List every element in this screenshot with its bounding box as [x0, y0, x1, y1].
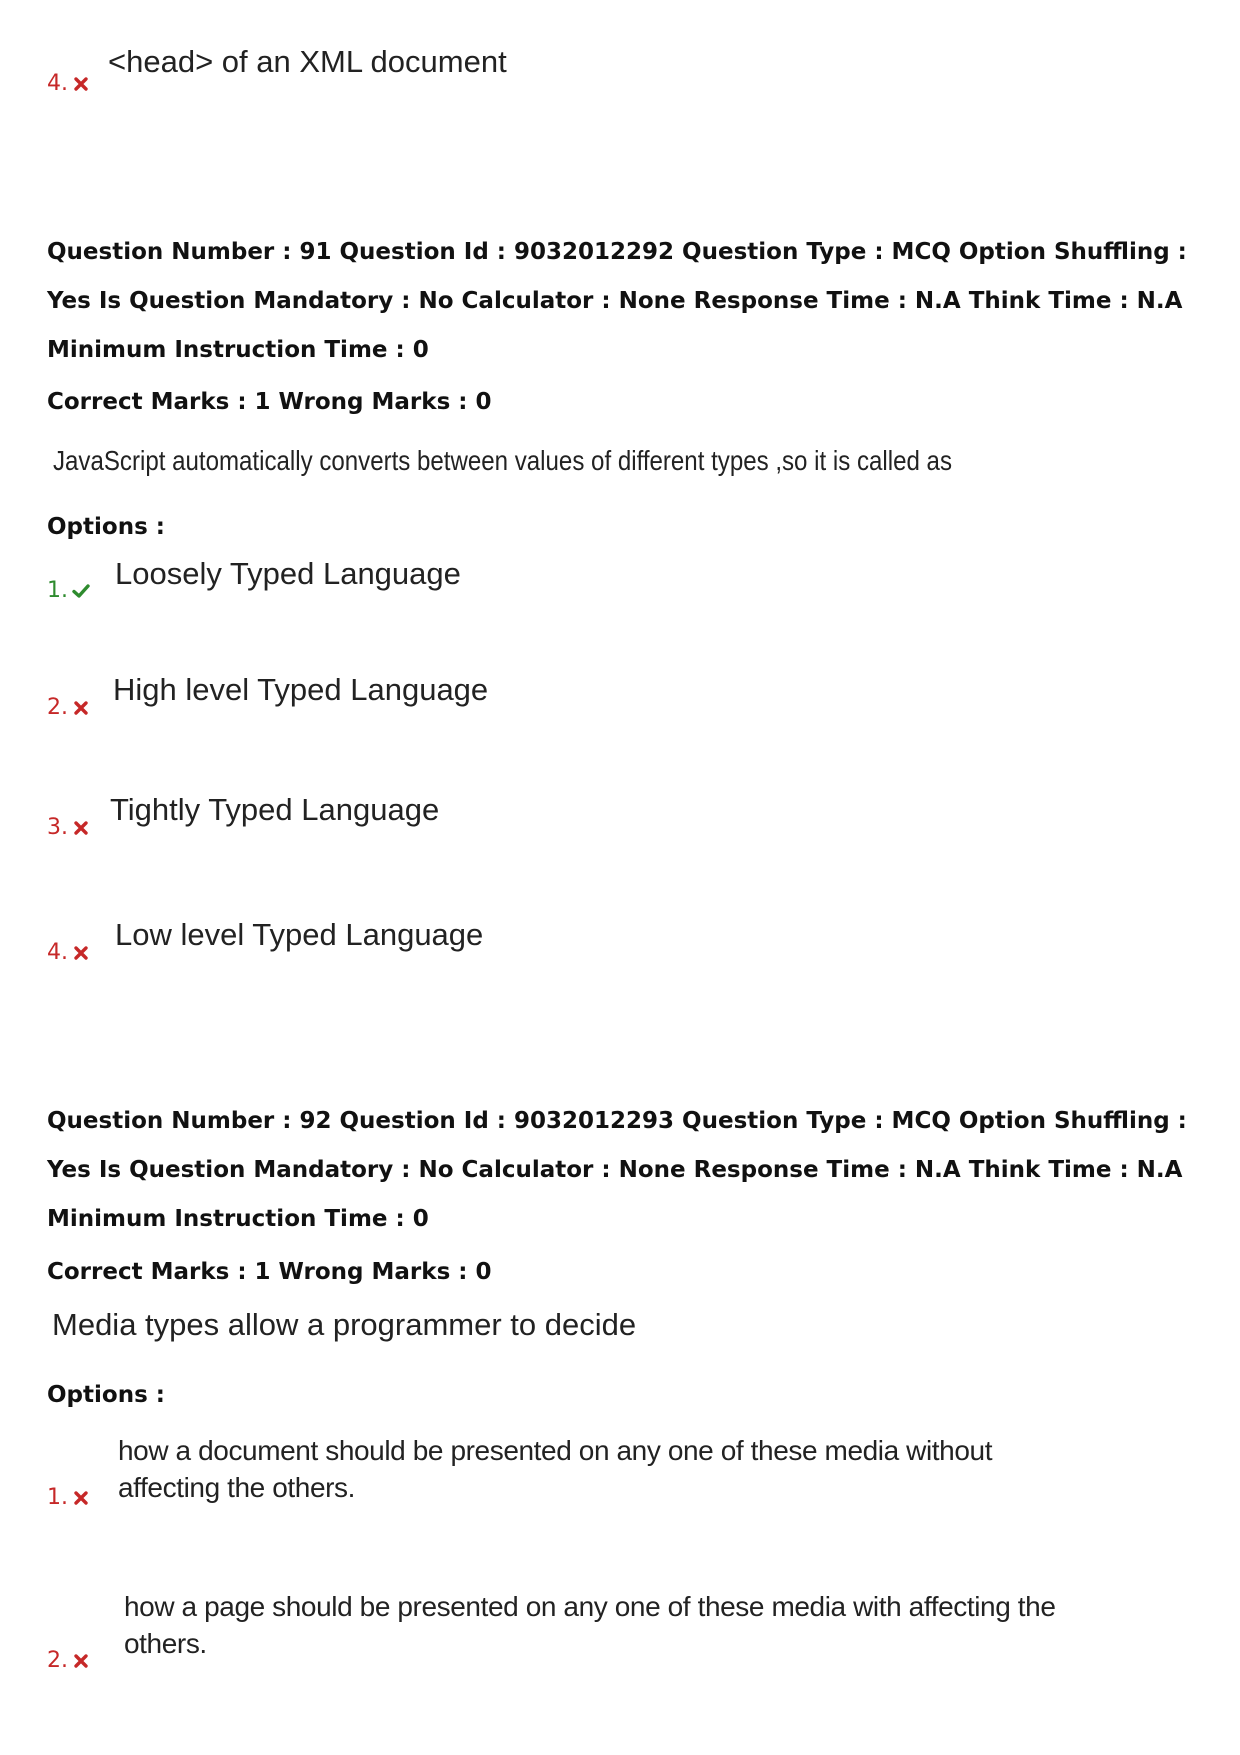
question-92-marks: Correct Marks : 1 Wrong Marks : 0 — [47, 1259, 492, 1285]
q91-option-2-number: 2. — [47, 695, 90, 721]
question-91-marks: Correct Marks : 1 Wrong Marks : 0 — [47, 389, 492, 415]
q91-option-3-number: 3. — [47, 815, 90, 841]
q92-option-1-number: 1. — [47, 1485, 90, 1511]
cross-icon — [72, 1652, 90, 1670]
option-4-text: <head> of an XML document — [108, 44, 507, 79]
cross-icon — [72, 1489, 90, 1507]
question-92-text: Media types allow a programmer to decide — [52, 1307, 637, 1342]
q92-option-1-line-1: how a document should be presented on any one of these media without — [118, 1435, 993, 1466]
question-91-text: JavaScript automatically converts between values of different types ,so it is called as — [53, 445, 952, 476]
cross-icon — [72, 944, 90, 962]
question-91-metadata: Question Number : 91 Question Id : 9032012292 Question Type : MCQ Option Shuffling : Yes Is Question Mandatory : No Calculator : None Response Time : N.A Think Time : N.A Minimum Instruction Time : 0 — [47, 239, 1187, 363]
question-91-options-label: Options : — [47, 514, 165, 540]
q91-option-2-text: High level Typed Language — [113, 672, 489, 707]
question-92-options-label: Options : — [47, 1382, 165, 1408]
question-92-metadata: Question Number : 92 Question Id : 9032012293 Question Type : MCQ Option Shuffling : Yes Is Question Mandatory : No Calculator : None Response Time : N.A Think Time : N.A Minimum Instruction Time : 0 — [47, 1108, 1187, 1232]
check-icon — [72, 582, 90, 600]
q91-option-1-number: 1. — [47, 578, 90, 604]
cross-icon — [72, 699, 90, 717]
q92-option-1-text — [118, 1432, 1118, 1506]
q92-option-2-text — [124, 1588, 1124, 1662]
q92-option-1-line-2: affecting the others. — [118, 1472, 356, 1503]
q91-option-1-text: Loosely Typed Language — [115, 556, 461, 591]
q92-option-2-line-2: others. — [124, 1628, 207, 1659]
option-4-number: 4. — [47, 71, 90, 97]
q91-option-4-number: 4. — [47, 940, 90, 966]
q91-option-3-text: Tightly Typed Language — [110, 792, 440, 827]
q92-option-2-line-1: how a page should be presented on any one of these media with affecting the — [124, 1591, 1056, 1622]
cross-icon — [72, 819, 90, 837]
q91-option-4-text: Low level Typed Language — [115, 917, 484, 952]
q92-option-2-number: 2. — [47, 1648, 90, 1674]
cross-icon — [72, 75, 90, 93]
